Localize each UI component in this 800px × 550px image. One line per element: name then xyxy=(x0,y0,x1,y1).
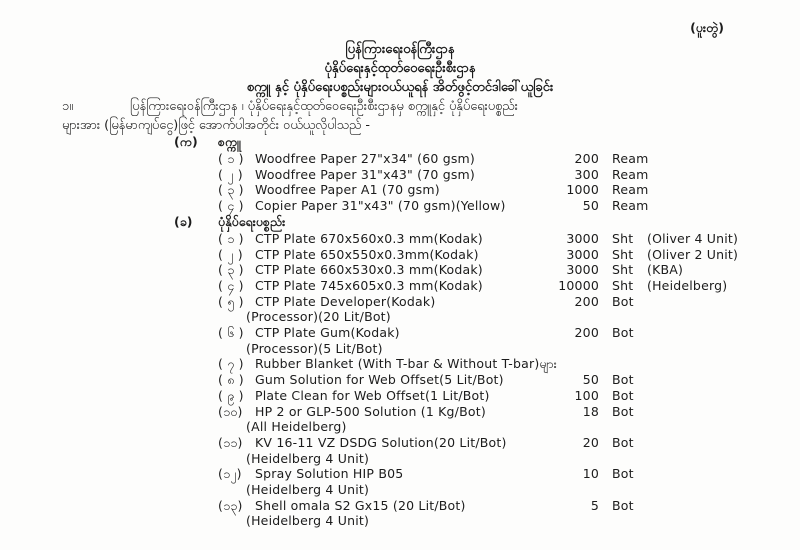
item-description: CTP Plate 670x560x0.3 mm(Kodak) xyxy=(255,230,483,246)
item-number: ( ၄ ) xyxy=(218,277,244,293)
item-unit: Bot xyxy=(612,403,634,419)
item-number: ( ၉ ) xyxy=(218,387,244,403)
item-description: Copier Paper 31"x43" (70 gsm)(Yellow) xyxy=(255,198,506,214)
item-row xyxy=(218,182,774,198)
item-row xyxy=(218,198,774,214)
item-row xyxy=(218,388,774,404)
item-number: ( ၂ ) xyxy=(218,166,243,182)
item-number: ( ၂ ) xyxy=(218,246,243,262)
section-header xyxy=(174,214,774,230)
item-row xyxy=(218,278,774,294)
intro-paragraph xyxy=(62,97,758,135)
item-number: ( ၁ ) xyxy=(218,230,244,246)
item-quantity: 1000 xyxy=(566,182,599,198)
item-continuation: (All Heidelberg) xyxy=(246,419,347,435)
item-quantity: 50 xyxy=(582,198,599,214)
item-description: HP 2 or GLP-500 Solution (1 Kg/Bot) xyxy=(255,403,486,419)
paragraph-line-2: များအား (မြန်မာကျပ်ငွေ)ဖြင့် အောက်ပါအတိုင်း ဝယ်ယူလိုပါသည် - xyxy=(62,118,371,133)
item-description: Shell omala S2 Gx15 (20 Lit/Bot) xyxy=(255,497,466,513)
item-description: CTP Plate 650x550x0.3mm(Kodak) xyxy=(255,246,479,262)
item-unit: Bot xyxy=(612,466,634,482)
item-unit: Bot xyxy=(612,293,634,309)
item-number: (၁၀) xyxy=(218,403,243,419)
item-quantity: 200 xyxy=(574,293,599,309)
item-quantity: 10000 xyxy=(558,277,599,293)
section-label: (ခ) xyxy=(174,213,193,229)
item-description: CTP Plate 660x530x0.3 mm(Kodak) xyxy=(255,262,483,278)
item-unit: Ream xyxy=(612,182,649,198)
item-quantity: 5 xyxy=(590,497,599,513)
section-label: (က) xyxy=(174,134,198,149)
item-unit: Bot xyxy=(612,497,634,513)
item-quantity: 18 xyxy=(582,403,599,419)
item-quantity: 3000 xyxy=(566,230,599,246)
item-row xyxy=(218,247,774,263)
attachment-note: (ပူးတွဲ) xyxy=(690,20,724,35)
item-unit: Bot xyxy=(612,372,634,388)
item-unit: Bot xyxy=(612,325,634,341)
section-header xyxy=(174,134,774,150)
item-unit: Ream xyxy=(612,166,649,182)
item-description: CTP Plate Developer(Kodak) xyxy=(255,293,436,309)
item-number: ( ၈ ) xyxy=(218,372,244,388)
item-unit xyxy=(601,356,649,372)
item-unit: Ream xyxy=(612,198,649,214)
tender-title: စက္ကူ နှင့် ပုံနှိပ်ရေးပစ္စည်းများဝယ်ယူရန် အိတ်ဖွင့်တင်ဒါခေါ်ယူခြင်း xyxy=(246,80,554,95)
item-description: Rubber Blanket (With T-bar & Without T-bar)များ xyxy=(255,356,558,372)
item-unit: Sht xyxy=(612,277,634,293)
item-number: (၁၃) xyxy=(218,497,243,513)
item-unit: Sht xyxy=(612,230,634,246)
item-number: ( ၃ ) xyxy=(218,262,244,278)
item-row xyxy=(218,262,774,278)
item-continuation: (Heidelberg 4 Unit) xyxy=(246,450,370,466)
item-row xyxy=(218,231,774,247)
item-unit: Bot xyxy=(612,387,634,403)
item-row xyxy=(218,167,774,183)
item-note: (Oliver 4 Unit) xyxy=(647,230,739,246)
item-number: ( ၆ ) xyxy=(218,325,244,341)
item-continuation: (Processor)(5 Lit/Bot) xyxy=(246,340,383,356)
item-quantity: 50 xyxy=(582,372,599,388)
ministry-title: ပြန်ကြားရေးဝန်ကြီးဌာန xyxy=(345,42,455,57)
item-number: (၁၂) xyxy=(218,466,242,482)
item-description: CTP Plate Gum(Kodak) xyxy=(255,325,400,341)
item-sections xyxy=(174,134,774,529)
item-description: Gum Solution for Web Offset(5 Lit/Bot) xyxy=(255,372,504,388)
item-quantity: 3000 xyxy=(566,262,599,278)
item-number: ( ၅ ) xyxy=(218,293,244,309)
item-row xyxy=(218,404,774,420)
item-continuation: (Heidelberg 4 Unit) xyxy=(246,482,370,498)
section-items-0 xyxy=(218,151,774,214)
item-row xyxy=(218,372,774,388)
item-description: CTP Plate 745x605x0.3 mm(Kodak) xyxy=(255,277,483,293)
item-quantity: 100 xyxy=(574,387,599,403)
item-unit: Bot xyxy=(612,434,634,450)
item-note: (KBA) xyxy=(647,262,684,278)
section-title: စက္ကူ xyxy=(218,134,241,149)
item-quantity: 200 xyxy=(574,325,599,341)
item-description: Woodfree Paper A1 (70 gsm) xyxy=(255,182,440,198)
item-description: KV 16-11 VZ DSDG Solution(20 Lit/Bot) xyxy=(255,434,507,450)
document-header xyxy=(0,40,800,97)
item-quantity: 10 xyxy=(582,466,599,482)
item-row xyxy=(218,466,774,482)
item-number: ( ၄ ) xyxy=(218,198,244,214)
item-number: (၁၁) xyxy=(218,434,243,450)
item-note: (Oliver 2 Unit) xyxy=(647,246,739,262)
item-continuation: (Heidelberg 4 Unit) xyxy=(246,513,370,529)
item-quantity: 3000 xyxy=(566,246,599,262)
item-unit: Sht xyxy=(612,246,634,262)
item-quantity: 20 xyxy=(582,434,599,450)
section-title: ပုံနှိပ်ရေးပစ္စည်း xyxy=(218,213,286,229)
paragraph-line-1: ပြန်ကြားရေးဝန်ကြီးဌာန ၊ ပုံနှိပ်ရေးနှင့်ထုတ်ဝေရေးဦးစီးဌာနမှ စက္ကူနှင့် ပုံနှိပ်ရေးပစ္စည်း xyxy=(130,99,518,114)
paragraph-number: ၁။ xyxy=(62,99,74,114)
item-number: ( ၇ ) xyxy=(218,356,244,372)
item-number: ( ၁ ) xyxy=(218,151,244,166)
department-title: ပုံနှိပ်ရေးနှင့်ထုတ်ဝေရေးဦးစီးဌာန xyxy=(324,61,476,76)
section-items-1 xyxy=(218,231,774,529)
item-row xyxy=(218,435,774,451)
item-row xyxy=(218,325,774,341)
item-description: Woodfree Paper 27"x34" (60 gsm) xyxy=(255,151,475,166)
item-row xyxy=(218,294,774,310)
item-description: Spray Solution HIP B05 xyxy=(255,466,404,482)
item-row xyxy=(218,356,774,372)
item-quantity: 300 xyxy=(574,166,599,182)
item-description: Plate Clean for Web Offset(1 Lit/Bot) xyxy=(255,387,490,403)
item-row xyxy=(218,151,774,167)
item-unit: Sht xyxy=(612,262,634,278)
item-note: (Heidelberg) xyxy=(647,277,728,293)
item-number: ( ၃ ) xyxy=(218,182,244,198)
item-continuation: (Processor)(20 Lit/Bot) xyxy=(246,309,391,325)
item-quantity: 200 xyxy=(574,151,599,166)
item-row xyxy=(218,498,774,514)
item-description: Woodfree Paper 31"x43" (70 gsm) xyxy=(255,166,475,182)
item-unit: Ream xyxy=(612,151,649,166)
item-quantity xyxy=(557,356,601,372)
